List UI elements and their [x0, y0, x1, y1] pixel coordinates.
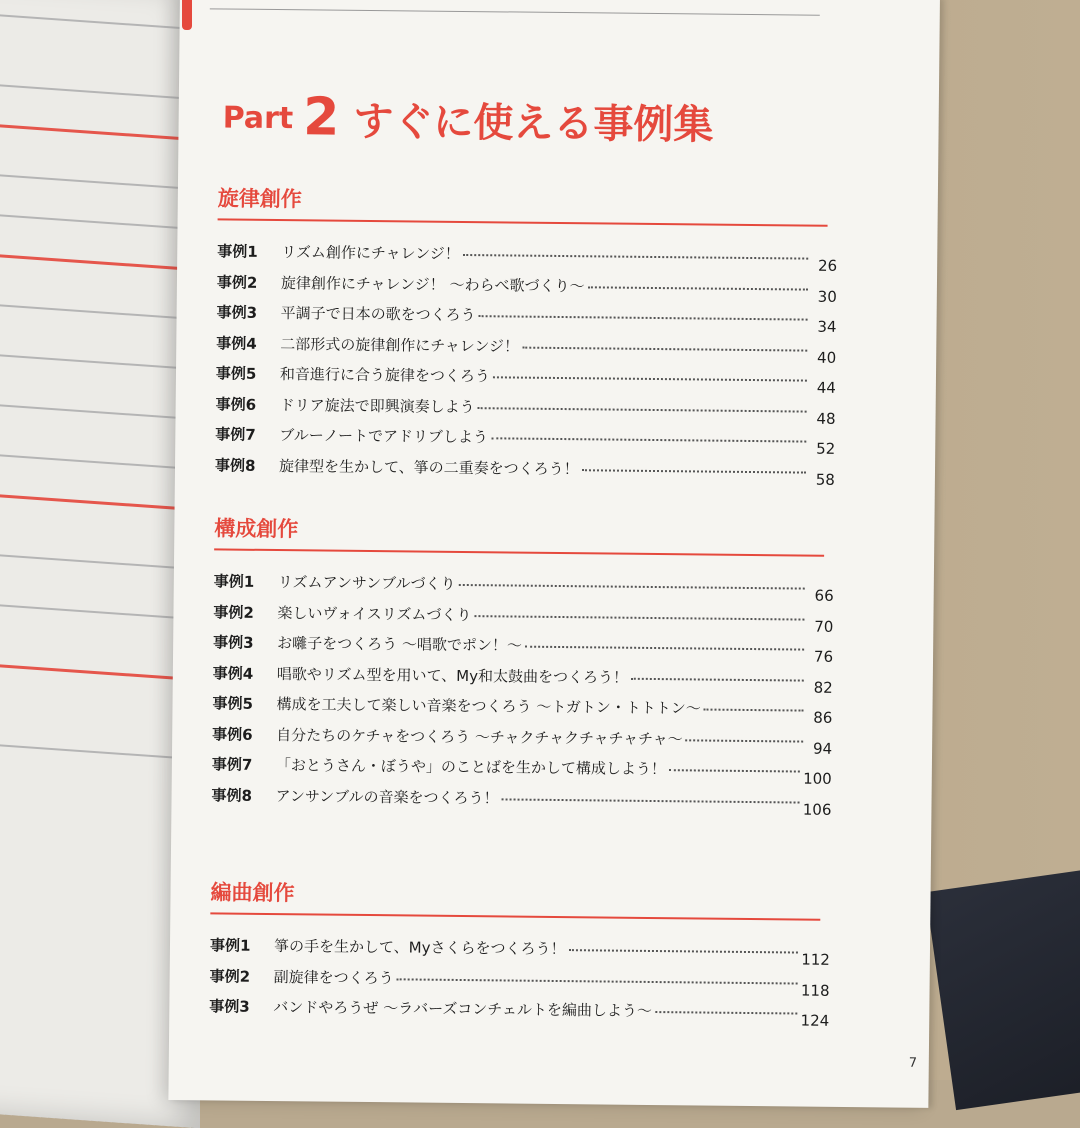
toc-text: アンサンブルの音楽をつくろう！ — [275, 786, 499, 807]
toc-label: 事例8 — [211, 785, 253, 805]
leader-dots — [502, 798, 800, 803]
leader-dots — [525, 646, 804, 651]
toc-row[interactable] — [209, 995, 829, 1032]
toc-text: 平調子で日本の歌をつくろう — [280, 304, 476, 325]
toc-page-number: 124 — [800, 1011, 830, 1030]
toc-page-number: 44 — [816, 378, 836, 397]
section-heading: 編曲創作 — [210, 876, 820, 920]
title-number: 2 — [302, 87, 340, 148]
leader-dots — [655, 1011, 798, 1014]
toc-page-number: 58 — [815, 470, 836, 489]
leader-dots — [568, 949, 798, 953]
toc-page — [168, 0, 940, 1108]
toc-page-number: 40 — [817, 348, 837, 367]
leader-dots — [704, 709, 804, 712]
toc-text: 箏の手を生かして、Myさくらをつくろう！ — [273, 937, 566, 959]
toc-label: 事例1 — [217, 242, 258, 261]
toc-text: リズム創作にチャレンジ！ — [281, 243, 460, 263]
red-tab — [182, 0, 192, 30]
leader-dots — [397, 978, 798, 984]
leader-dots — [474, 615, 804, 620]
toc-text: 旋律創作にチャレンジ！ 〜わらべ歌づくり〜 — [280, 273, 585, 295]
toc-page-number: 66 — [814, 586, 834, 605]
leader-dots — [631, 677, 804, 681]
title-text: すぐに使える事例集 — [353, 98, 714, 149]
leader-dots — [582, 469, 806, 473]
toc-page-number: 34 — [817, 317, 837, 336]
toc-page-number: 100 — [803, 769, 832, 788]
leader-dots — [479, 315, 808, 320]
toc-label: 事例7 — [211, 755, 253, 774]
toc-text: 自分たちのケチャをつくろう 〜チャクチャクチャチャチャ〜 — [276, 725, 683, 748]
toc-text: 副旋律をつくろう — [273, 967, 394, 987]
leader-dots — [522, 346, 807, 351]
section-arrangement — [169, 876, 871, 1033]
toc-label: 事例4 — [216, 333, 257, 353]
section-structure — [171, 512, 874, 821]
leader-dots — [669, 769, 800, 772]
section-melody — [175, 182, 878, 491]
toc-label: 事例6 — [212, 724, 253, 744]
leader-dots — [463, 254, 808, 260]
toc-label: 事例5 — [215, 364, 257, 383]
toc-page-number: 106 — [802, 800, 832, 819]
toc-label: 事例2 — [209, 966, 251, 986]
toc-text: 二部形式の旋律創作にチャレンジ！ — [280, 334, 520, 356]
toc-text: お囃子をつくろう 〜唱歌でポン！〜 — [277, 634, 523, 655]
toc-label: 事例3 — [209, 997, 250, 1016]
toc-text: バンドやろうぜ 〜ラバーズコンチェルトを編曲しよう〜 — [273, 998, 653, 1020]
toc-text: ブルーノートでアドリブしよう — [279, 426, 489, 447]
toc-label: 事例3 — [216, 303, 258, 322]
leader-dots — [686, 739, 804, 742]
toc-page-number: 48 — [816, 409, 836, 428]
toc-text: 構成を工夫して楽しい音楽をつくろう 〜トガトン・トトトン〜 — [276, 695, 701, 718]
toc-label: 事例4 — [212, 663, 254, 683]
leader-dots — [491, 437, 806, 442]
toc-page-number: 26 — [817, 256, 838, 275]
toc-label: 事例2 — [213, 602, 255, 622]
toc-label: 事例6 — [215, 394, 257, 414]
toc-text: リズムアンサンブルづくり — [277, 573, 456, 593]
leader-dots — [587, 286, 807, 290]
page-title — [222, 86, 713, 151]
toc-row[interactable] — [215, 454, 835, 491]
toc-page-number: 70 — [814, 617, 834, 636]
toc-label: 事例5 — [212, 694, 254, 713]
toc-label: 事例3 — [213, 633, 254, 652]
toc-page-number: 94 — [812, 739, 833, 758]
toc-text: 和音進行に合う旋律をつくろう — [279, 365, 491, 386]
leader-dots — [478, 407, 807, 412]
toc-text: ドリア旋法で即興演奏しよう — [279, 395, 475, 416]
title-part: Part — [222, 100, 294, 137]
top-rule — [210, 8, 820, 15]
toc-row[interactable] — [211, 784, 831, 821]
toc-page-number: 76 — [813, 647, 834, 666]
toc-page-number: 112 — [801, 950, 830, 969]
toc-label: 事例1 — [209, 936, 251, 955]
leader-dots — [459, 584, 805, 590]
toc-label: 事例7 — [215, 425, 256, 444]
toc-page-number: 118 — [800, 981, 830, 1000]
toc-page-number: 52 — [816, 439, 836, 458]
toc-label: 事例1 — [213, 572, 255, 591]
toc-text: 旋律型を生かして、箏の二重奏をつくろう！ — [278, 456, 579, 478]
section-heading: 構成創作 — [214, 512, 824, 556]
page-number: 7 — [908, 1055, 918, 1071]
leader-dots — [493, 376, 807, 381]
toc-page-number: 82 — [813, 678, 833, 697]
toc-text: 唱歌やリズム型を用いて、My和太鼓曲をつくろう！ — [276, 664, 629, 687]
toc-label: 事例2 — [216, 272, 258, 292]
toc-label: 事例8 — [214, 455, 256, 475]
toc-text: 楽しいヴォイスリズムづくり — [277, 603, 472, 624]
toc-page-number: 86 — [813, 708, 833, 727]
section-heading: 旋律創作 — [218, 182, 828, 226]
toc-text: 「おとうさん・ぼうや」のことばを生かして構成しよう！ — [275, 756, 666, 779]
toc-page-number: 30 — [817, 287, 837, 306]
